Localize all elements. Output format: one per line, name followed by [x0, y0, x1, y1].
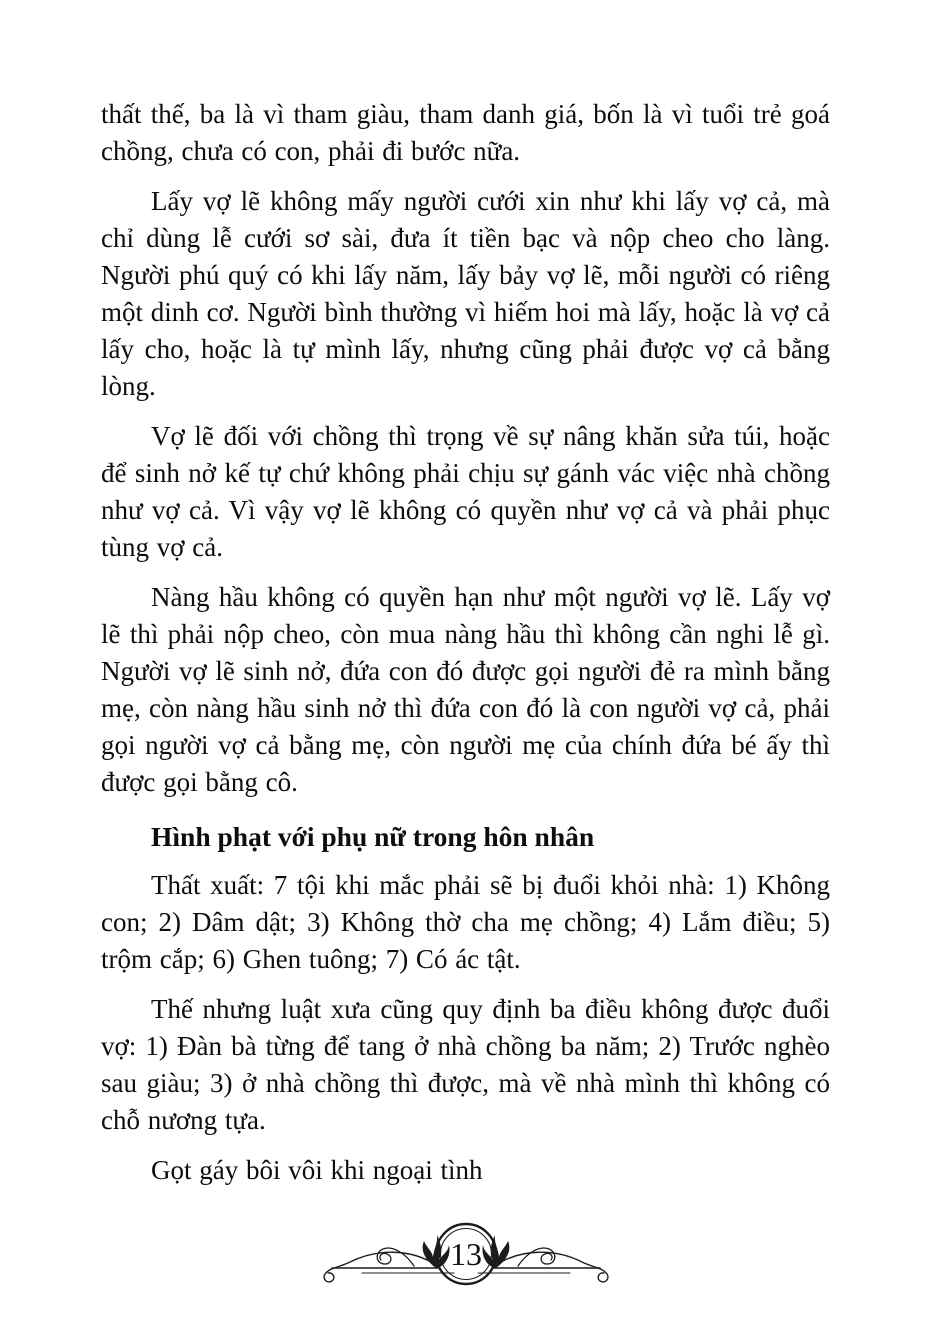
- page-body: [101, 96, 830, 1189]
- paragraph: Thất xuất: 7 tội khi mắc phải sẽ bị đuổi khỏi nhà: 1) Không con; 2) Dâm dật; 3) Không thờ cha mẹ chồng; 4) Lắm điều; 5) trộm cắp; 6) Ghen tuông; 7) Có ác tật.: [101, 870, 830, 974]
- paragraph: thất thế, ba là vì tham giàu, tham danh giá, bốn là vì tuổi trẻ goá chồng, chưa có con, phải đi bước nữa.: [101, 99, 830, 166]
- paragraph: Lấy vợ lẽ không mấy người cưới xin như khi lấy vợ cả, mà chỉ dùng lễ cưới sơ sài, đưa ít tiền bạc và nộp cheo cho làng. Người phú quý có khi lấy năm, lấy bảy vợ lẽ, mỗi người có riêng một dinh cơ. Người bình thường vì hiếm hoi mà lấy, hoặc là vợ cả lấy cho, hoặc là tự mình lấy, nhưng cũng phải được vợ cả bằng lòng.: [101, 186, 830, 401]
- page-number-ornament-icon: [316, 1202, 616, 1306]
- paragraph: Vợ lẽ đối với chồng thì trọng về sự nâng khăn sửa túi, hoặc để sinh nở kế tự chứ không phải chịu sự gánh vác việc nhà chồng như vợ cả. Vì vậy vợ lẽ không có quyền như vợ cả và phải phục tùng vợ cả.: [101, 421, 830, 562]
- page-number: 13: [449, 1236, 482, 1272]
- page-footer: [101, 1202, 830, 1306]
- section-heading: Hình phạt với phụ nữ trong hôn nhân: [151, 821, 595, 852]
- paragraph: Thế nhưng luật xưa cũng quy định ba điều không được đuổi vợ: 1) Đàn bà từng để tang ở nhà chồng ba năm; 2) Trước nghèo sau giàu; 3) ở nhà chồng thì được, mà về nhà mình thì không có chỗ nương tựa.: [101, 994, 830, 1135]
- paragraph: Gọt gáy bôi vôi khi ngoại tình: [151, 1155, 483, 1185]
- paragraph: Nàng hầu không có quyền hạn như một người vợ lẽ. Lấy vợ lẽ thì phải nộp cheo, còn mua nàng hầu thì không cần nghi lễ gì. Người vợ lẽ sinh nở, đứa con đó được gọi người đẻ ra mình bằng mẹ, còn nàng hầu sinh nở thì đứa con đó là con người vợ cả, phải gọi người vợ cả bằng mẹ, còn người mẹ của chính đứa bé ấy thì được gọi bằng cô.: [101, 582, 830, 797]
